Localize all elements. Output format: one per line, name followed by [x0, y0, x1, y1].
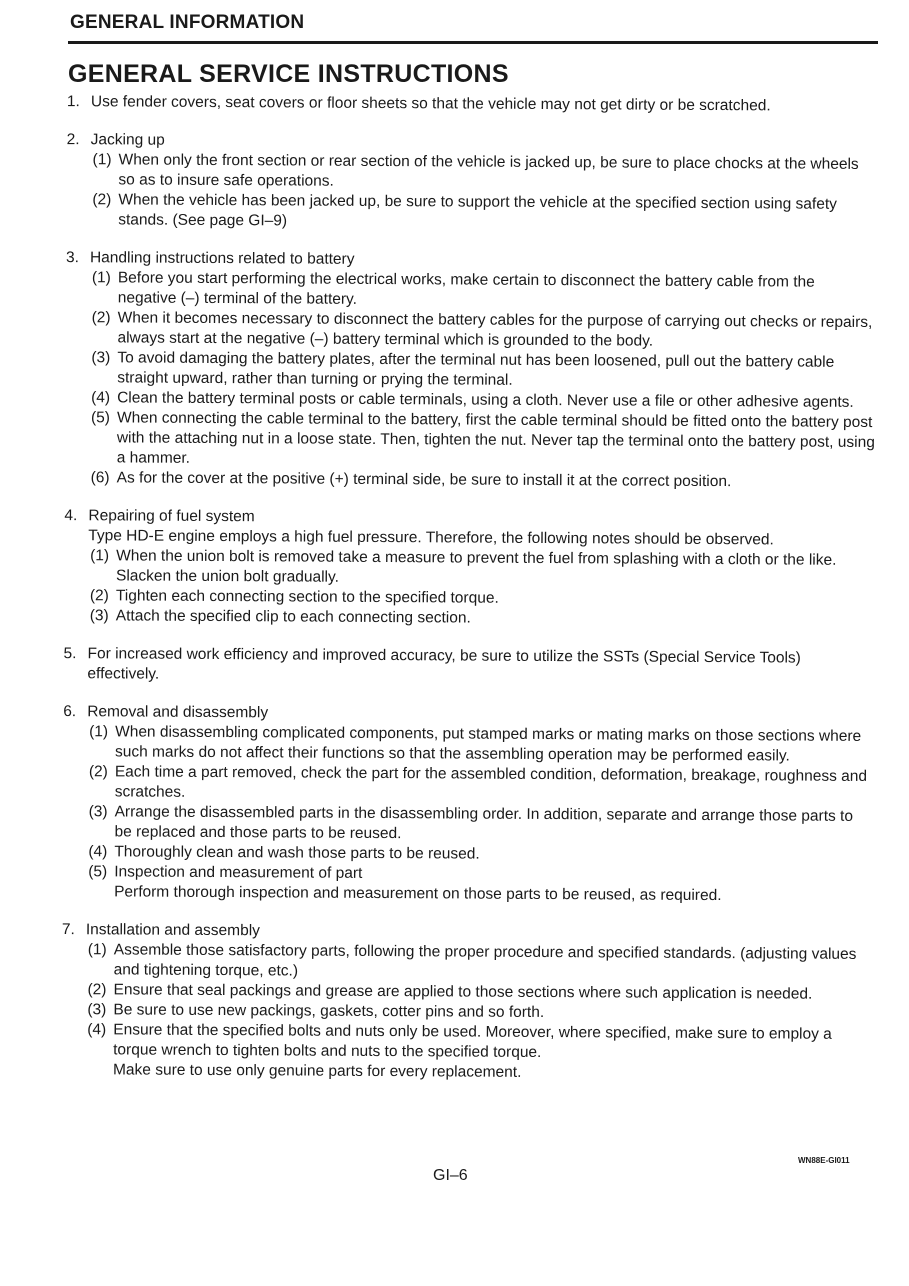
sub-instruction-text: Be sure to use new packings, gaskets, cotter pins and so forth.	[113, 1001, 545, 1022]
sub-instruction-text: Attach the specified clip to each connecting section.	[115, 607, 471, 627]
instruction-text: Handling instructions related to battery	[89, 249, 355, 268]
sub-instruction-text: Clean the battery terminal posts or cable terminals, using a cloth. Never use a file or other adhesive agents.	[117, 389, 854, 411]
sub-instruction	[90, 268, 876, 313]
sub-instruction-text: As for the cover at the positive (+) terminal side, be sure to install it at the correct position.	[116, 469, 732, 491]
instruction-number: 1.	[66, 93, 80, 111]
sub-instruction-number: (1)	[90, 547, 110, 565]
sub-instruction-text: Ensure that the specified bolts and nuts only be used. Moreover, where specified, make sure to employ a torque wrench to tighten bolts and nuts to the specified torque.	[113, 1021, 832, 1061]
sub-instruction-note: Make sure to use only genuine parts for every replacement.	[112, 1061, 522, 1081]
instruction-text: Jacking up	[90, 131, 165, 149]
sub-instruction-number: (3)	[89, 607, 109, 625]
instruction-item	[54, 130, 877, 235]
instruction-text: Repairing of fuel system Type HD-E engine employs a high fuel pressure. Therefore, the following notes should be observed.	[88, 507, 774, 549]
sub-instruction	[87, 762, 873, 807]
sub-instruction-number: (2)	[92, 191, 112, 209]
sub-instruction-text: When the vehicle has been jacked up, be sure to support the vehicle at the specified section using safety stands. (See page GI–9)	[118, 191, 837, 230]
sub-instruction-text: When only the front section or rear section of the vehicle is jacked up, be sure to place chocks at the wheels so as to insure safe operations.	[118, 151, 859, 190]
sub-instruction	[89, 408, 875, 473]
instruction-item	[52, 506, 875, 631]
instruction-text: For increased work efficiency and improved accuracy, be sure to utilize the SSTs (Special Service Tools) effectively.	[87, 645, 801, 683]
instruction-number: 7.	[61, 921, 75, 939]
page-title: GENERAL SERVICE INSTRUCTIONS	[68, 60, 509, 88]
header-rule	[68, 41, 878, 44]
sub-instruction-text: Thoroughly clean and wash those parts to be reused.	[114, 843, 480, 863]
instruction-number: 3.	[65, 249, 79, 267]
sub-instruction-number: (3)	[91, 349, 111, 367]
instruction-text: Installation and assembly	[85, 921, 260, 940]
sub-instruction-number: (5)	[88, 863, 108, 881]
sub-instruction-number: (4)	[88, 843, 108, 861]
sub-instruction-note: Perform thorough inspection and measurement on those parts to be reused, as required.	[114, 883, 722, 905]
sub-instruction-number: (1)	[91, 269, 111, 287]
instruction-number: 4.	[64, 507, 78, 525]
sub-instruction-text: To avoid damaging the battery plates, after the terminal nut has been loosened, pull out the battery cable straight upward, rather than turning or prying the terminal.	[117, 349, 835, 389]
sub-instruction	[89, 468, 875, 493]
sub-instruction-text: When it becomes necessary to disconnect the battery cables for the purpose of carrying out checks or repairs, always start at the negative (–) battery terminal which is grounded to the body.	[117, 309, 873, 350]
sub-instruction-text: Before you start performing the electrical works, make certain to disconnect the battery cable from the negative (–) terminal of the battery.	[117, 269, 815, 308]
sub-instruction	[90, 190, 876, 235]
sub-instruction-number: (2)	[88, 763, 108, 781]
instruction-number: 6.	[63, 703, 77, 721]
sub-instruction	[86, 802, 872, 847]
section-header: GENERAL INFORMATION	[70, 12, 305, 33]
instruction-number: 2.	[66, 131, 80, 149]
sub-instruction-number: (4)	[91, 389, 111, 407]
instruction-text: Removal and disassembly	[87, 703, 269, 722]
sub-instruction-number: (5)	[90, 409, 111, 427]
sub-instruction-number: (1)	[87, 941, 107, 959]
sub-instruction-number: (2)	[87, 981, 107, 999]
instructions-list	[49, 92, 877, 1103]
sub-instruction	[86, 940, 872, 985]
sub-instruction-text: Each time a part removed, check the part for the assembled condition, deformation, breakage, roughness and scratches.	[114, 763, 868, 801]
sub-instruction-number: (4)	[87, 1021, 107, 1039]
sub-instruction-number: (2)	[91, 309, 111, 327]
sub-instruction-text: Assemble those satisfactory parts, following the proper procedure and specified standards. (adjusting values and tightening torque, etc.)	[113, 941, 857, 980]
instruction-item	[53, 248, 876, 493]
sub-instruction	[89, 348, 875, 393]
sub-instruction	[88, 546, 874, 591]
sub-instruction-number: (1)	[89, 723, 109, 741]
sub-instruction	[85, 1020, 871, 1085]
document-code: WN88E-GI011	[798, 1156, 850, 1165]
page-number: GI–6	[433, 1167, 468, 1184]
sub-instruction-text: Ensure that seal packings and grease are applied to those sections where such application is needed.	[113, 981, 813, 1003]
instruction-item	[55, 92, 877, 117]
instruction-text: Use fender covers, seat covers or floor sheets so that the vehicle may not get dirty or be scratched.	[90, 93, 771, 115]
sub-instruction-number: (3)	[87, 1001, 107, 1019]
sub-instruction	[89, 308, 875, 353]
instruction-item	[49, 920, 872, 1085]
sub-instruction-text: When the union bolt is removed take a measure to prevent the fuel from splashing with a cloth or the like. Slacken the union bolt gradually.	[115, 547, 837, 586]
sub-instruction	[90, 150, 876, 195]
sub-instruction-text: When disassembling complicated components, put stamped marks or mating marks on those sections where such marks do not affect their functions so that the assembling operation may be performed easily.	[114, 723, 862, 765]
sub-instruction-number: (6)	[90, 469, 110, 487]
instruction-item	[51, 644, 873, 689]
sub-instruction-number: (1)	[92, 151, 112, 169]
sub-instruction-text: When connecting the cable terminal to the battery, first the cable terminal should be fitted onto the battery post with the attaching nut in a loose state. Then, tighten the nut. Never tap the terminal onto the battery post, using a hammer.	[116, 409, 875, 467]
instruction-item	[50, 702, 873, 907]
sub-instruction-number: (2)	[89, 587, 109, 605]
sub-instruction-text: Arrange the disassembled parts in the disassembling order. In addition, separate and arrange those parts to be replaced and those parts to be reused.	[114, 803, 854, 843]
sub-instruction	[87, 722, 873, 767]
instruction-number: 5.	[63, 645, 77, 663]
sub-instruction-text: Inspection and measurement of part	[114, 863, 363, 882]
sub-instruction	[88, 606, 874, 631]
sub-instruction	[86, 862, 872, 907]
sub-instruction-number: (3)	[88, 803, 108, 821]
sub-instruction-text: Tighten each connecting section to the specified torque.	[115, 587, 499, 607]
